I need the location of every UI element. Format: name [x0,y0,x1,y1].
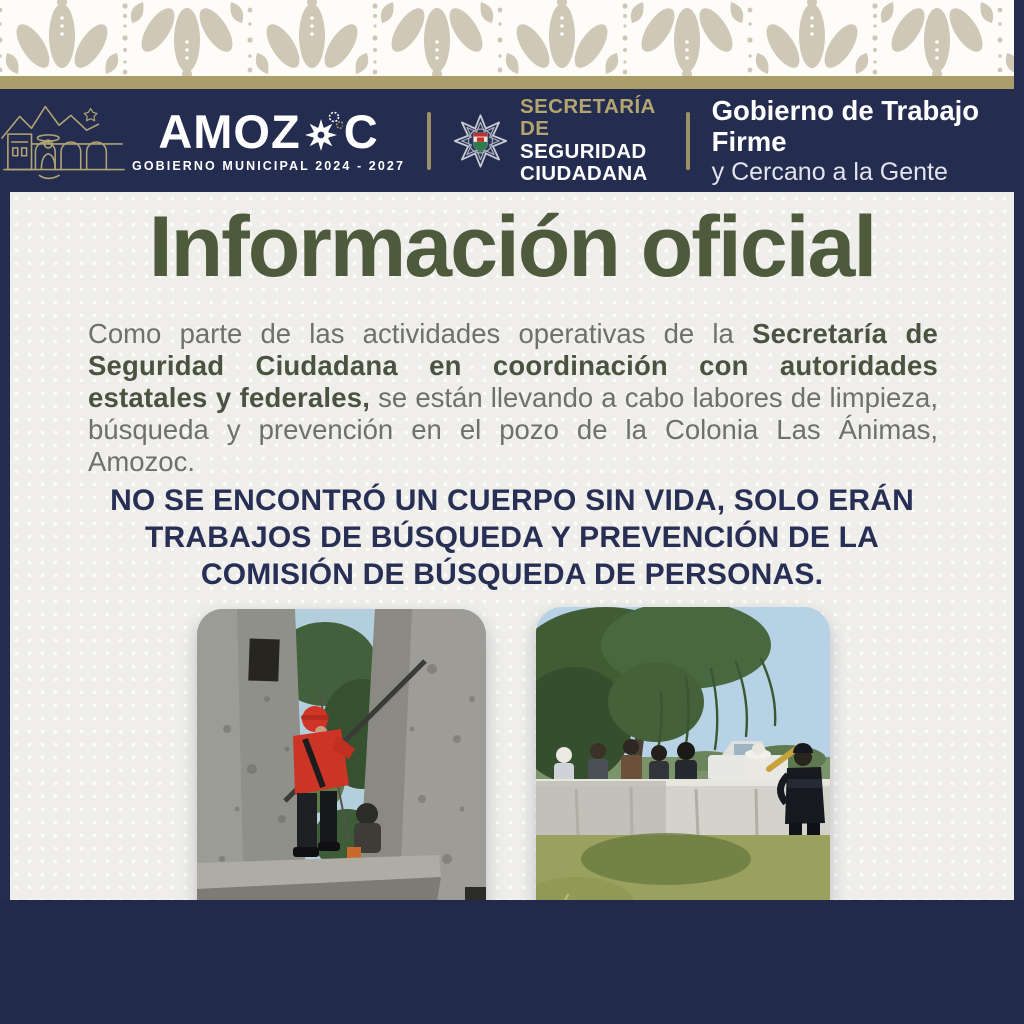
hacienda-line-art-icon [0,98,128,184]
slogan-line1: Gobierno de Trabajo Firme [711,94,980,158]
gold-separator-band [0,76,1014,89]
wordmark-post: C [343,105,379,158]
paragraph-part1: Como parte de las actividades operativas de la [88,318,753,349]
page-title: Información oficial [148,199,876,295]
municipal-brand [0,98,405,184]
damask-pattern-band [0,0,1014,76]
government-slogan [712,95,1024,187]
header-divider-right [686,112,690,170]
secretariat-line3: CIUDADANA [520,161,648,185]
wordmark-pre: AMOZ [158,105,301,158]
body-paragraph [88,318,938,478]
municipal-subtitle: GOBIERNO MUNICIPAL 2024 - 2027 [132,159,406,173]
secretariat-line1: SECRETARÍA [520,95,656,119]
amozoc-wordmark-text [158,105,379,158]
paragraph-part2: se están llevando a cabo labores de limpieza, búsqueda y prevención en el pozo de la Colonia Las Ánimas, Amozoc. [88,382,938,477]
paragraph-bold: Secretaría de Seguridad Ciudadana en coordinación con autoridades estatales y federales, [88,318,938,413]
slogan-line2: y Cercano a la Gente [711,157,948,186]
highlight-statement: NO SE ENCONTRÓ UN CUERPO SIN VIDA, SOLO ERÁN TRABAJOS DE BÚSQUEDA Y PREVENCIÓN DE LA COMISIÓN DE BÚSQUEDA DE PERSONAS. [110,484,914,591]
footer-bar [0,900,1024,1024]
police-star-badge-icon [453,109,508,173]
header-bar [0,89,1024,192]
secretariat-block [453,96,664,185]
gear-sun-icon [303,109,343,155]
secretariat-line2: DE SEGURIDAD [520,117,647,163]
damask-pattern-icon [0,0,1014,76]
amozoc-wordmark [132,105,406,173]
secretariat-title [520,96,664,185]
header-divider-left [427,112,431,170]
